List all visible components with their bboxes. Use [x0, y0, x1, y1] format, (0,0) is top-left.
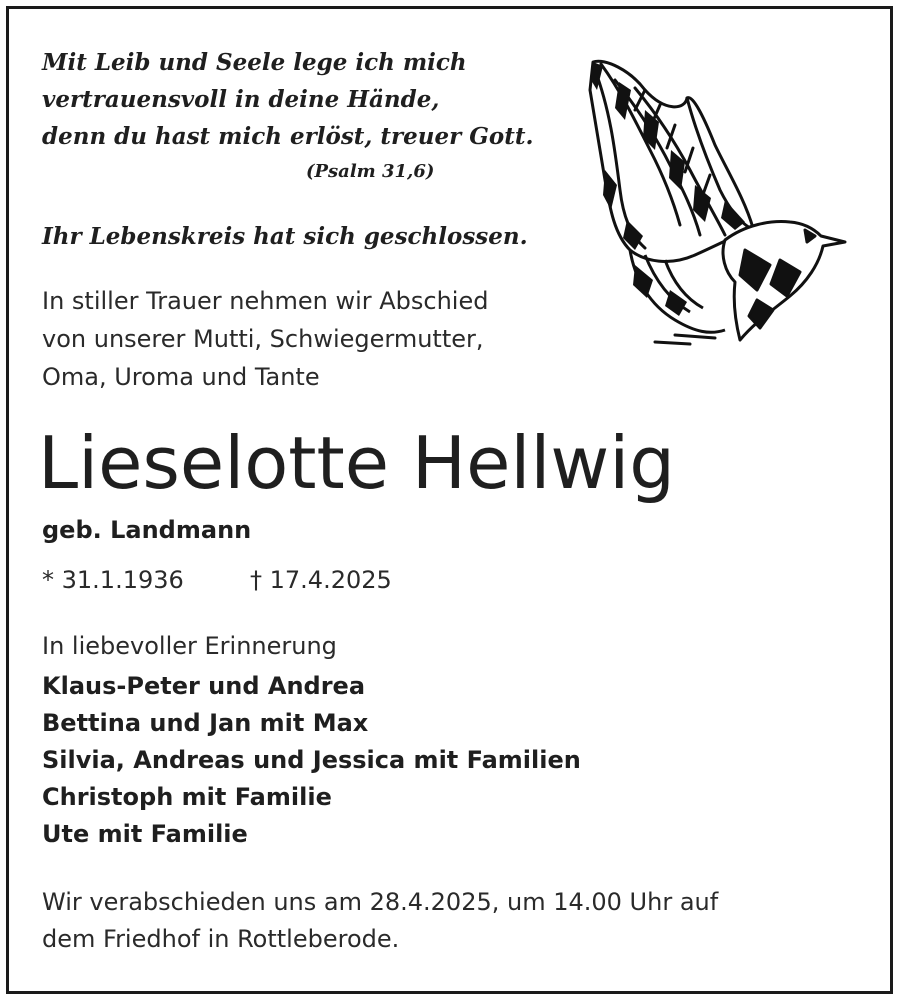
praying-hands-dove-icon: [575, 50, 850, 350]
mourning-intro: [42, 282, 488, 396]
memory-label: In liebevoller Erinnerung: [42, 632, 337, 660]
mourner-entry: Christoph mit Familie: [42, 783, 332, 811]
farewell-line: dem Friedhof in Rottleberode.: [42, 925, 400, 953]
life-circle-line: Ihr Lebenskreis hat sich geschlossen.: [42, 223, 528, 250]
deceased-name: Lieselotte Hellwig: [38, 421, 675, 505]
mourner-entry: Ute mit Familie: [42, 820, 248, 848]
mourners-list: [42, 668, 581, 853]
funeral-notice: [42, 884, 718, 958]
intro-line: Oma, Uroma und Tante: [42, 363, 320, 391]
intro-line: In stiller Trauer nehmen wir Abschied: [42, 287, 489, 315]
verse-line: vertrauensvoll in deine Hände,: [42, 86, 440, 113]
bible-verse: [42, 44, 534, 155]
mourner-entry: Silvia, Andreas und Jessica mit Familien: [42, 746, 581, 774]
death-date: † 17.4.2025: [250, 566, 392, 594]
maiden-name: geb. Landmann: [42, 516, 252, 544]
verse-line: Mit Leib und Seele lege ich mich: [42, 49, 467, 76]
farewell-line: Wir verabschieden uns am 28.4.2025, um 14.00 Uhr auf: [42, 888, 719, 916]
verse-source: (Psalm 31,6): [306, 161, 435, 182]
intro-line: von unserer Mutti, Schwiegermutter,: [42, 325, 484, 353]
mourner-entry: Bettina und Jan mit Max: [42, 709, 369, 737]
verse-line: denn du hast mich erlöst, treuer Gott.: [42, 123, 534, 150]
birth-date: * 31.1.1936: [42, 566, 184, 594]
mourner-entry: Klaus-Peter und Andrea: [42, 672, 366, 700]
